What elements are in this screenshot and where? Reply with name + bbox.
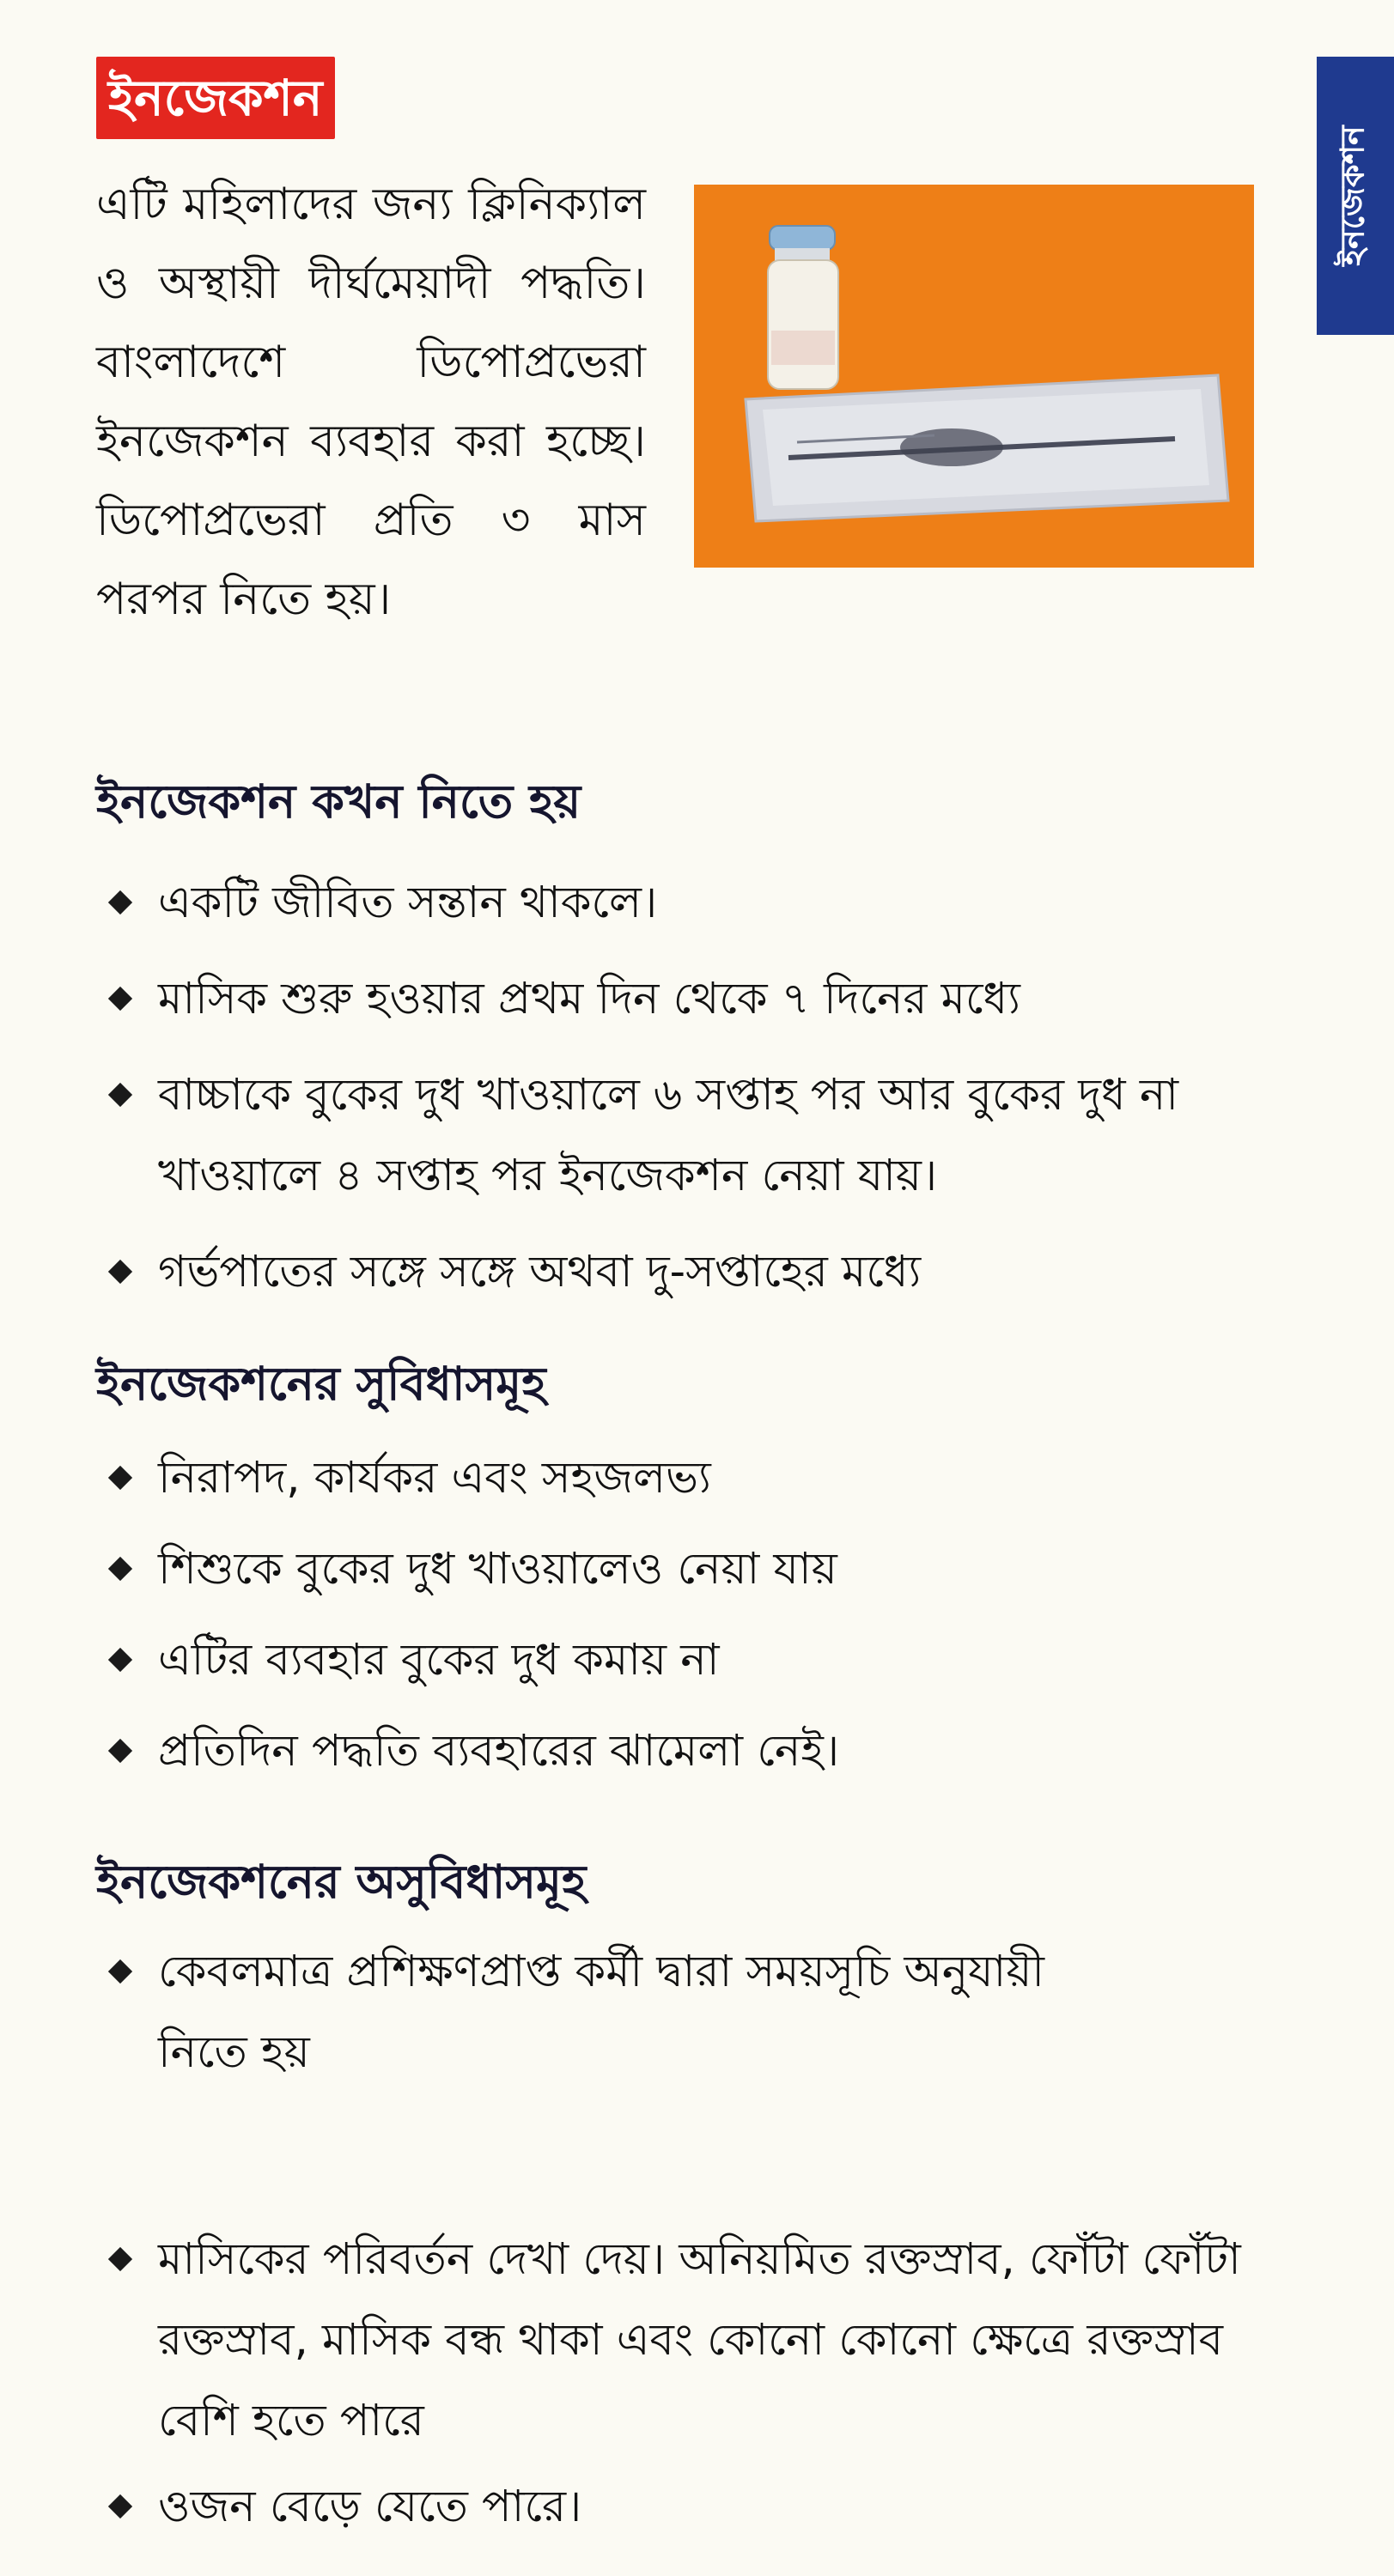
bullet-list-disadvantages bbox=[96, 1932, 1093, 2093]
bullet-icon bbox=[108, 1466, 132, 1490]
bullet-list-advantages bbox=[96, 1438, 1316, 1792]
list-item: মাসিকের পরিবর্তন দেখা দেয়। অনিয়মিত রক্তস্রাব, ফোঁটা ফোঁটা রক্তস্রাব, মাসিক বন্ধ থাকা এবং কোনো কোনো ক্ষেত্রে রক্তস্রাব বেশি হতে পারে bbox=[96, 2220, 1264, 2462]
page-title: ইনজেকশন bbox=[96, 57, 335, 139]
bullet-list-when bbox=[96, 863, 1316, 1313]
side-tab bbox=[1317, 57, 1394, 335]
list-item: এটির ব্যবহার বুকের দুধ কমায় না bbox=[96, 1620, 1316, 1701]
intro-paragraph: এটি মহিলাদের জন্য ক্লিনিক্যাল ও অস্থায়ী দীর্ঘমেয়াদী পদ্ধতি। বাংলাদেশে ডিপোপ্রভেরা ইনজেকশন ব্যবহার করা হচ্ছে। ডিপোপ্রভেরা প্রতি ৩ মাস পরপর নিতে হয়। bbox=[96, 179, 646, 625]
list-item: শিশুকে বুকের দুধ খাওয়ালেও নেয়া যায় bbox=[96, 1529, 1316, 1610]
list-item: কেবলমাত্র প্রশিক্ষণপ্রাপ্ত কর্মী দ্বারা সময়সূচি অনুযায়ী নিতে হয় bbox=[96, 1932, 1093, 2093]
bullet-icon bbox=[108, 987, 132, 1011]
list-item: মাসিক শুরু হওয়ার প্রথম দিন থেকে ৭ দিনের মধ্যে bbox=[96, 959, 1316, 1040]
list-item: গর্ভপাতের সঙ্গে সঙ্গে অথবা দু-সপ্তাহের মধ্যে bbox=[96, 1232, 1316, 1313]
side-tab-label: ইনজেকশন bbox=[1334, 125, 1372, 266]
list-item: ওজন বেড়ে যেতে পারে। bbox=[96, 2467, 1264, 2548]
bullet-icon bbox=[108, 1739, 132, 1763]
section-heading-advantages: ইনজেকশনের সুবিধাসমূহ bbox=[96, 1357, 546, 1411]
bullet-icon bbox=[108, 890, 132, 914]
bullet-icon bbox=[108, 1959, 132, 1984]
vial-and-syringe-illustration bbox=[694, 185, 1254, 568]
section-heading-when: ইনজেকশন কখন নিতে হয় bbox=[96, 775, 581, 829]
bullet-icon bbox=[108, 2247, 132, 2271]
bullet-icon bbox=[108, 1083, 132, 1107]
bullet-icon bbox=[108, 1648, 132, 1672]
bullet-icon bbox=[108, 2494, 132, 2518]
bullet-list-other bbox=[96, 2220, 1264, 2548]
injection-photo bbox=[694, 185, 1254, 568]
bullet-icon bbox=[108, 1557, 132, 1581]
list-item: নিরাপদ, কার্যকর এবং সহজলভ্য bbox=[96, 1438, 1316, 1519]
list-item: প্রতিদিন পদ্ধতি ব্যবহারের ঝামেলা নেই। bbox=[96, 1711, 1316, 1792]
bullet-icon bbox=[108, 1260, 132, 1284]
list-item: বাচ্চাকে বুকের দুধ খাওয়ালে ৬ সপ্তাহ পর আর বুকের দুধ না খাওয়ালে ৪ সপ্তাহ পর ইনজেকশন নেয়া যায়। bbox=[96, 1055, 1316, 1217]
list-item: একটি জীবিত সন্তান থাকলে। bbox=[96, 863, 1316, 944]
section-heading-disadvantages: ইনজেকশনের অসুবিধাসমূহ bbox=[96, 1855, 587, 1909]
